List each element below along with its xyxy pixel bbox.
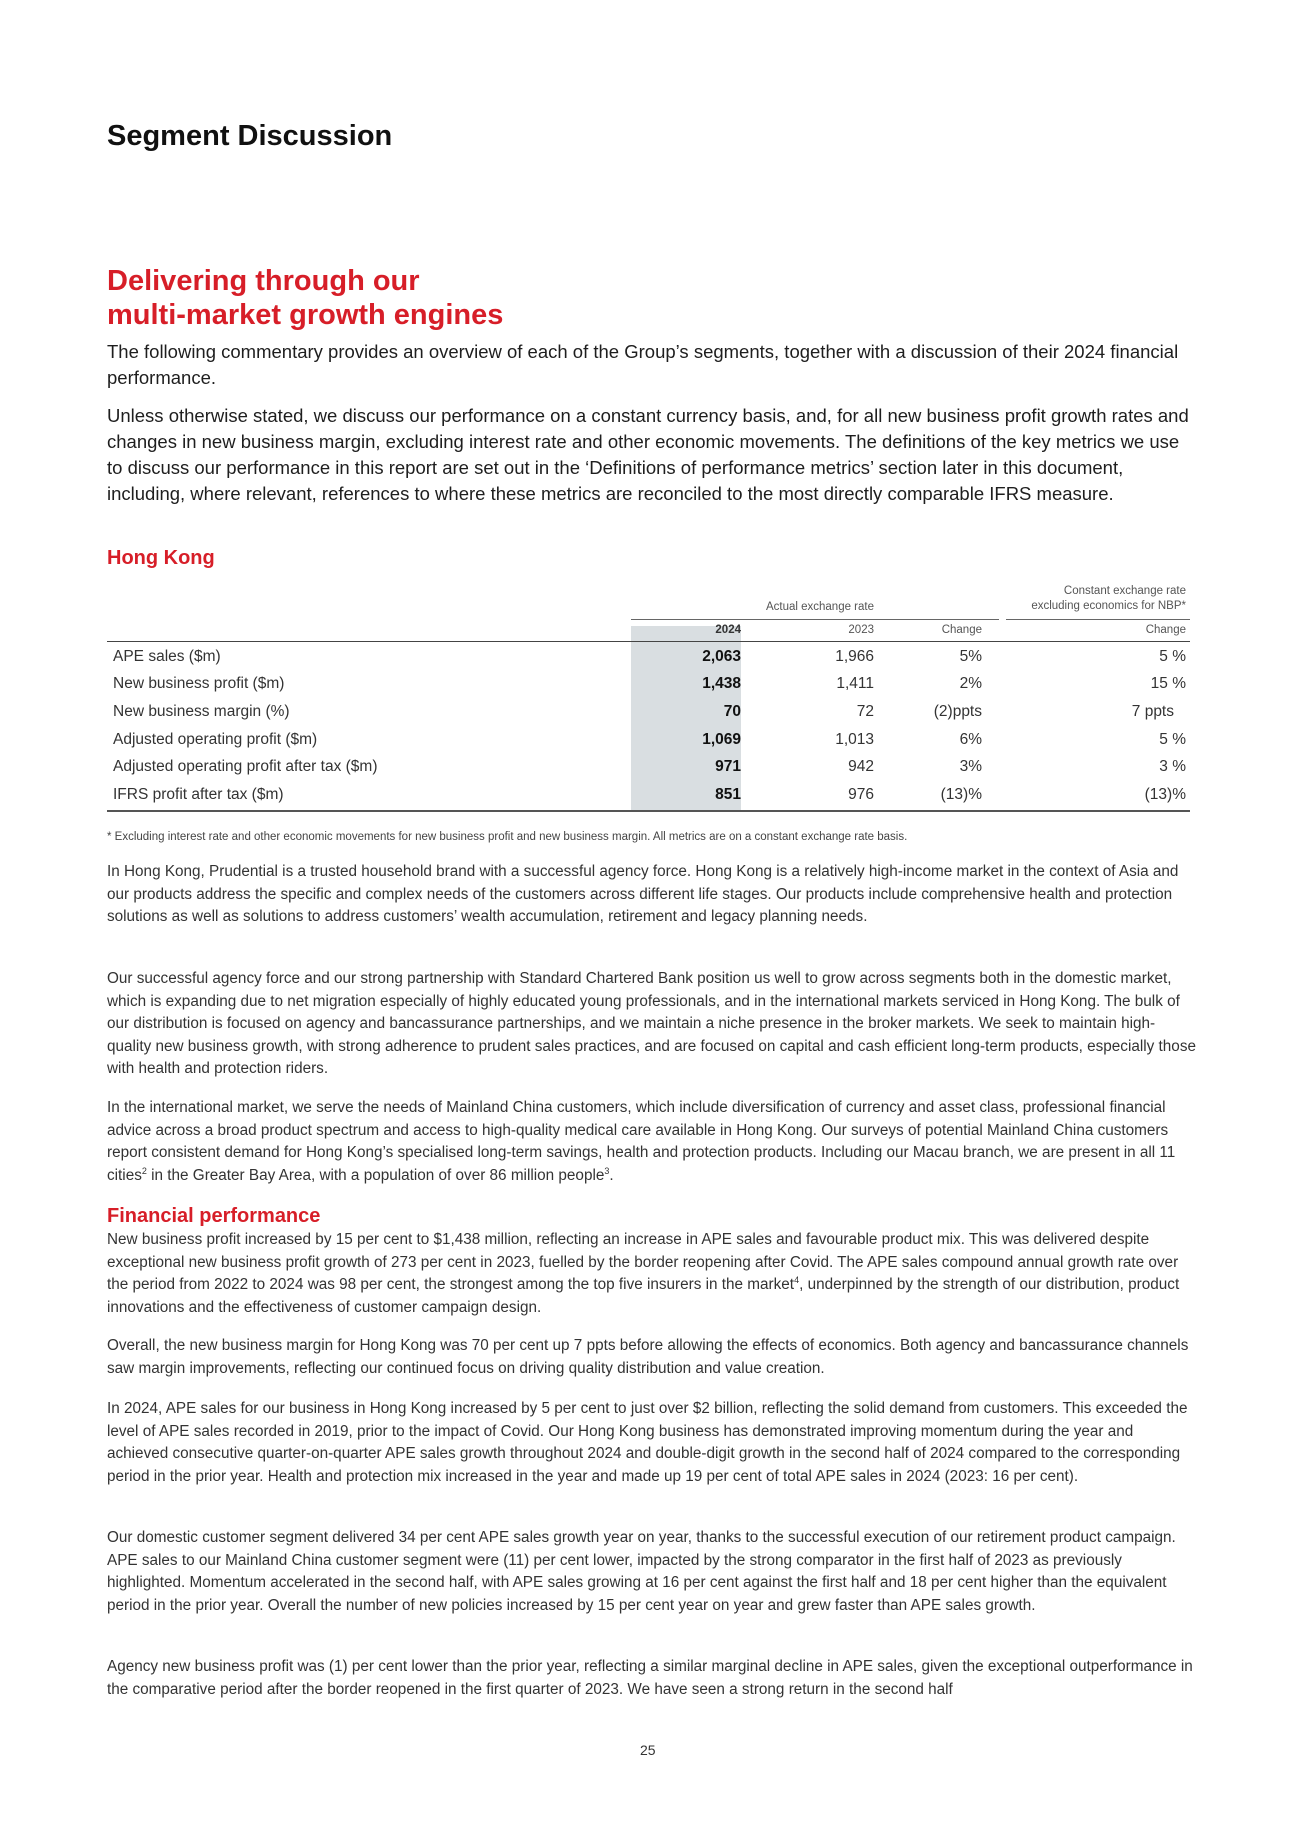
- fin-paragraph-1-text: New business profit increased by 15 per cent to $1,438 million, reflecting an increase in APE sales and favourable product mix. This was delivered despite exceptional new business profit growth of 273 per cent in 2023, fuelled by the border reopening after Covid. The APE sales compound annual growth rate over the period from 2022 to 2024 was 98 per cent, the strongest among the top five insurers in the market: [107, 1231, 1179, 1293]
- group-header-constant: [946, 584, 1186, 614]
- value-2023: 1,966: [835, 648, 874, 665]
- table-row: [107, 781, 1190, 808]
- value-change: 6%: [959, 731, 982, 748]
- value-2023: 942: [848, 758, 874, 775]
- footnote-ref: 3: [604, 1165, 610, 1176]
- page-number: 25: [640, 1742, 656, 1758]
- value-change-cer: 5 %: [1159, 648, 1186, 665]
- intro-paragraph-2: Unless otherwise stated, we discuss our performance on a constant currency basis, and, for all new business profit growth rates and changes in new business margin, excluding interest rate and other economic movements. The definitions of the key metrics we use to discuss our performance in this report are set out in the ‘Definitions of performance metrics’ section later in this document, including, where relevant, references to where these metrics are reconciled to the most directly comparable IFRS measure.: [107, 405, 1189, 504]
- value-change: 3%: [959, 758, 982, 775]
- value-2024: 2,063: [702, 648, 741, 665]
- row-label: New business margin (%): [113, 703, 290, 720]
- hk-paragraph-2: Our successful agency force and our strong partnership with Standard Chartered Bank position us well to grow across segments both in the domestic market, which is expanding due to net migration especially of highly educated young professionals, and in the international markets serviced in Hong Kong. The bulk of our distribution is focused on agency and bancassurance partnerships, and we maintain a niche presence in the broker markets. We seek to maintain high-quality new business growth, with strong adherence to prudent sales practices, and are focused on capital and cash efficient long-term products, especially those with health and protection riders.: [107, 970, 1196, 1077]
- column-header-change: Change: [941, 624, 982, 636]
- group-header-actual: Actual exchange rate: [765, 601, 874, 613]
- group-header-constant-line-2: excluding economics for NBP*: [1031, 600, 1186, 612]
- row-label: IFRS profit after tax ($m): [113, 786, 284, 803]
- value-2024: 971: [715, 758, 741, 775]
- row-label: New business profit ($m): [113, 675, 285, 692]
- fin-paragraph-4: Our domestic customer segment delivered 34 per cent APE sales growth year on year, thanks to the successful execution of our retirement product campaign. APE sales to our Mainland China customer segment were (11) per cent lower, impacted by the strong comparator in the first half of 2023 as previously highlighted. Momentum accelerated in the second half, with APE sales growing at 16 per cent against the first half and 18 per cent higher than the equivalent period in the prior year. Overall the number of new policies increased by 15 per cent year on year and grew faster than APE sales growth.: [107, 1529, 1176, 1614]
- value-2024: 1,069: [702, 731, 741, 748]
- value-change-cer: 7 ppts: [1131, 703, 1174, 720]
- page-title: Segment Discussion: [107, 120, 393, 152]
- value-change-cer: 3 %: [1159, 758, 1186, 775]
- value-change-cer: (13)%: [1144, 786, 1186, 803]
- header-rule: [107, 641, 1190, 642]
- value-change: (2)ppts: [933, 703, 982, 720]
- table-row: [107, 753, 1190, 780]
- value-change-cer: 5 %: [1159, 731, 1186, 748]
- hero-heading: [107, 264, 627, 332]
- hero-line-1: Delivering through our: [107, 265, 420, 297]
- group-underline-actual: [631, 619, 999, 620]
- table-row: [107, 670, 1190, 697]
- table-row: [107, 698, 1190, 725]
- row-label: APE sales ($m): [113, 648, 221, 665]
- hk-paragraph-3-text: in the Greater Bay Area, with a population of over 86 million people: [146, 1166, 605, 1184]
- value-2023: 1,411: [836, 675, 874, 692]
- column-header-2024: 2024: [715, 624, 741, 636]
- value-2024: 851: [715, 786, 741, 803]
- column-header-2023: 2023: [848, 624, 874, 636]
- fin-paragraph-5: Agency new business profit was (1) per cent lower than the prior year, reflecting a similar marginal decline in APE sales, given the exceptional outperformance in the comparative period after the border reopened in the first quarter of 2023. We have seen a strong return in the second half: [107, 1658, 1193, 1698]
- value-change-cer: 15 %: [1150, 675, 1186, 692]
- row-label: Adjusted operating profit after tax ($m): [113, 758, 378, 775]
- value-change: 5%: [959, 648, 982, 665]
- fin-paragraph-1-text: , underpinned by the strength of our distribution, product innovations and the effectiveness of customer campaign design.: [107, 1276, 1180, 1316]
- section-heading-financial-performance: Financial performance: [107, 1205, 321, 1227]
- group-header-constant-line-1: Constant exchange rate: [1063, 585, 1186, 597]
- row-label: Adjusted operating profit ($m): [113, 731, 318, 748]
- fin-paragraph-1: [107, 1229, 1197, 1319]
- group-underline-constant: [1006, 619, 1190, 620]
- value-2024: 1,438: [702, 675, 741, 692]
- value-change: (13)%: [940, 786, 982, 803]
- table-row: [107, 726, 1190, 753]
- column-header-change-cer: Change: [1145, 624, 1186, 636]
- value-change: 2%: [959, 675, 982, 692]
- footnote-ref: 2: [141, 1165, 147, 1176]
- hk-paragraph-3-text: In the international market, we serve the needs of Mainland China customers, which include diversification of currency and asset class, professional financial advice across a broad product spectrum and access to high-quality medical care available in Hong Kong. Our surveys of potential Mainland China customers report consistent demand for Hong Kong’s specialised long-term savings, health and protection products. Including our Macau branch, we are present in all 11 cities: [107, 1099, 1176, 1184]
- section-heading-hong-kong: Hong Kong: [107, 547, 215, 569]
- table-footnote: * Excluding interest rate and other economic movements for new business profit and new business margin. All metrics are on a constant exchange rate basis.: [107, 831, 908, 843]
- hk-paragraph-1: In Hong Kong, Prudential is a trusted household brand with a successful agency force. Hong Kong is a relatively high-income market in the context of Asia and our products address the specific and complex needs of the customers across different life stages. Our products include comprehensive health and protection solutions as well as solutions to address customers’ wealth accumulation, retirement and legacy planning needs.: [107, 863, 1179, 925]
- table-bottom-rule: [107, 810, 1190, 812]
- table-row: [107, 643, 1190, 670]
- fin-paragraph-2: Overall, the new business margin for Hong Kong was 70 per cent up 7 ppts before allowing the effects of economics. Both agency and bancassurance channels saw margin improvements, reflecting our continued focus on driving quality distribution and value creation.: [107, 1337, 1189, 1377]
- value-2023: 976: [848, 786, 874, 803]
- footnote-ref: 4: [794, 1274, 800, 1285]
- hong-kong-metrics-table: [107, 578, 1190, 814]
- hk-paragraph-3-text: .: [609, 1166, 614, 1184]
- fin-paragraph-3: In 2024, APE sales for our business in Hong Kong increased by 5 per cent to just over $2 billion, reflecting the solid demand from customers. This exceeded the level of APE sales recorded in 2019, prior to the impact of Covid. Our Hong Kong business has demonstrated improving momentum during the year and achieved consecutive quarter-on-quarter APE sales growth throughout 2024 and double-digit growth in the second half of 2024 compared to the corresponding period in the prior year. Health and protection mix increased in the year and made up 19 per cent of total APE sales in 2024 (2023: 16 per cent).: [107, 1400, 1188, 1485]
- hero-line-2: multi-market growth engines: [107, 299, 504, 331]
- value-2023: 72: [856, 703, 874, 720]
- intro-paragraph-1: The following commentary provides an overview of each of the Group’s segments, together with a discussion of their 2024 financial performance.: [107, 341, 1179, 388]
- value-2024: 70: [723, 703, 741, 720]
- hk-paragraph-3: [107, 1097, 1197, 1187]
- value-2023: 1,013: [835, 731, 874, 748]
